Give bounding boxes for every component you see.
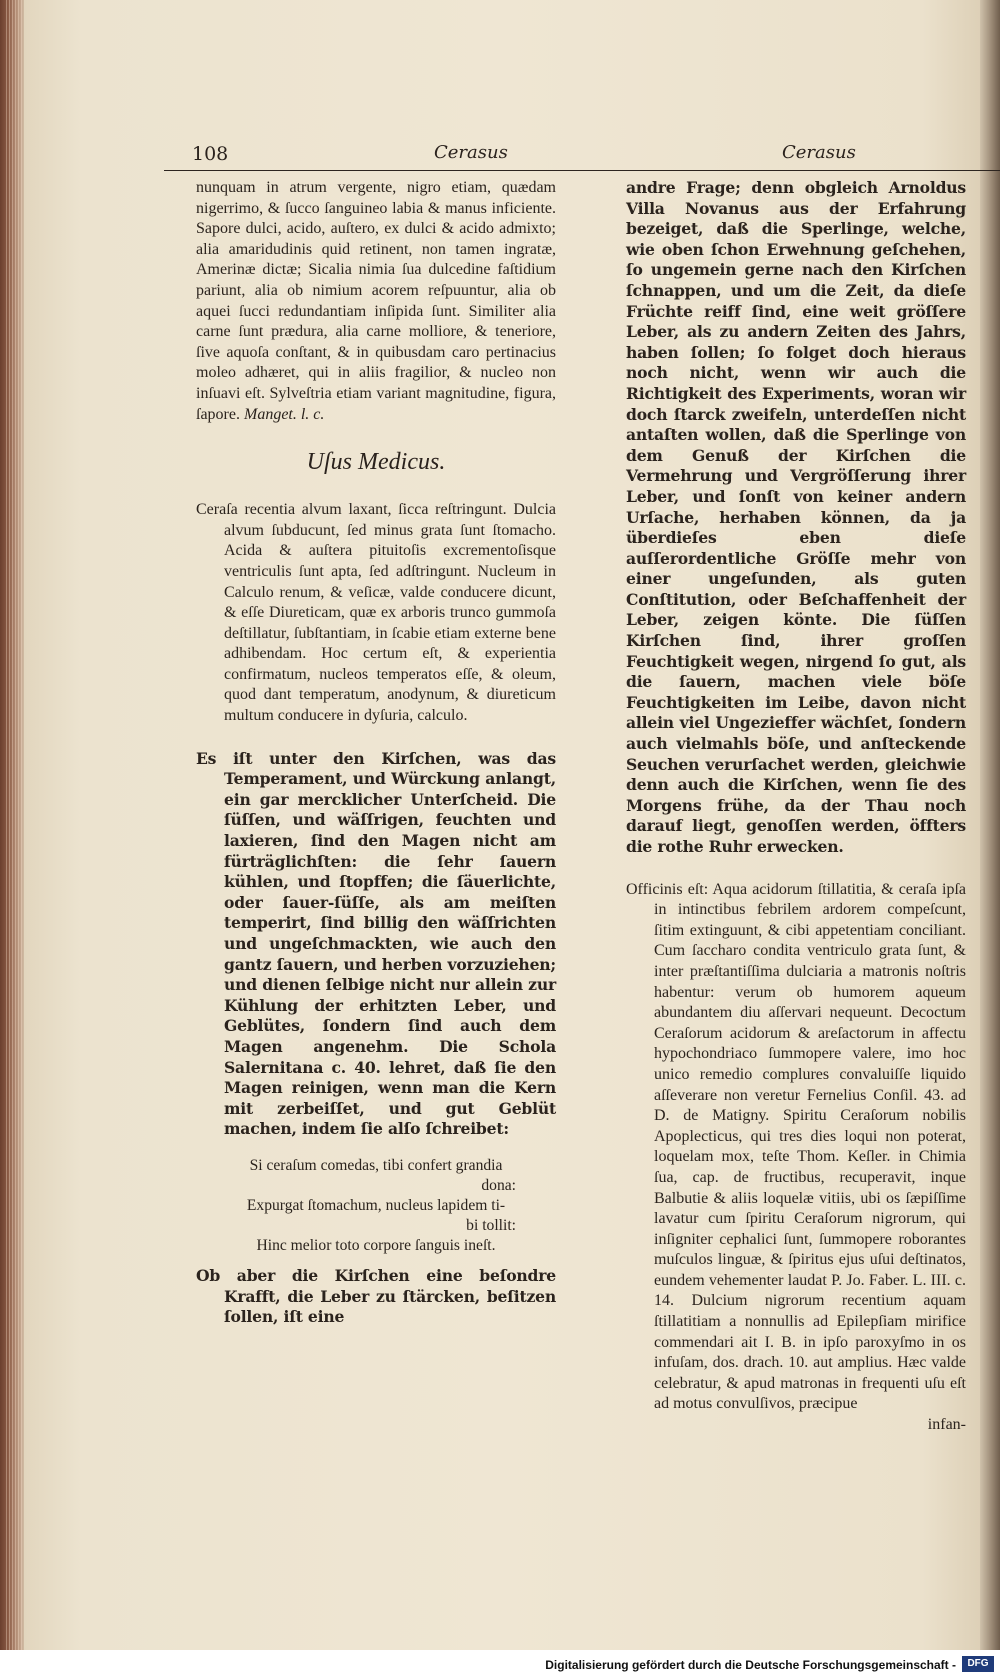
right-paragraph-2: Officinis eſt: Aqua acidorum ſtillatitia, & ceraſa ipſa in intinctibus febrilem ardorem compeſcunt, ſitim extinguunt, & cibi appetentiam conciliant. Cum ſaccharo condita ventriculo grata ſunt, & inter præſtantiſſima dulciaria a matronis noſtris habentur: verum ob humorem aqueum abundantem diu aſſervari nequeunt. Decoctum Ceraſorum acidorum & areſactorum in affectu hypochondriaco ſummopere valere, imo hoc unico remedio complures convaluiſſe liquido aſſeverare non veretur Fernelius Conſil. 43. ad D. de Matigny. Spiritu Ceraſorum nobilis Apoplecticus, qui tres dies loqui non poterat, loquelam mox, teſte Thom. Keſler. in Chimia ſua, cap. de fructibus, recuperavit, inque Balbutie & aliis loquelæ vitiis, ubi os ſæpiſſime lavatur cum ſpiritu Ceraſorum nigrorum, qui inſigniter cephalici ſunt, ſummopere roborantes muſculos linguæ, & ſpiritus ejus uſui deſtinatos, eundem vehementer laudat P. Jo. Faber. L. III. c. 14. Dulcium nigrorum recentium aquam ſtillatitiam a nonnullis ad Epilepſiam mirifice commendari ait I. B. in ipſo paroxyſmo in os infuſam, dos. drach. 10. aut amplius. Hæc valde celebratur, & apud matronas in frequenti uſu eſt ad motus convulſivos, præcipue <box>626 880 966 1413</box>
running-head-right: Cerasus <box>782 142 856 163</box>
section-title: Uſus Medicus. <box>306 449 446 476</box>
right-paragraph-1: andre Frage; denn obgleich Arnoldus Villa Novanus aus der Erfahrung bezeiget, daß die Sperlinge, welche, wie oben ſchon Erwehnung geſchehen, ſo ungemein gerne nach den Kirſchen ſchnappen, und um die Zeit, da dieſe Früchte reiff ſind, eine weit gröſſere Leber, als zu andern Zeiten des Jahrs, haben ſollen; ſo folget doch hieraus noch nicht, wenn wir auch die Richtigkeit des Experiments, woran wir doch ſtarck zweifeln, unterdeſſen nicht antaſten wollen, daß die Sperlinge von dem Genuß der Kirſchen die Vermehrung und Vergröſſerung ihrer Leber, und ſonſt von keiner andern Urſache, herhaben können, da ja überdieſes eben dieſe auſſerordentliche Gröſſe mehr von einer ungeſunden, als guten Conſtitution, oder Beſchaffenheit der Leber, zeigen könte. Die ſüſſen Kirſchen ſind, ihrer groſſen Feuchtigkeit wegen, nirgend ſo gut, als die ſauern, machen viele böſe Feuchtigkeiten im Leibe, davon nicht allein viel Ungezieffer wächſet, ſondern auch vielmahls böſe, und anſteckende Seuchen verurſachet werden, gleichwie denn auch die Kirſchen, wenn ſie des Morgens frühe, da der Thau noch darauf liegt, genoſſen werden, öffters die rothe Ruhr erwecken. <box>626 178 966 856</box>
verse-line-3: Hinc melior toto corpore ſanguis ineſt. <box>256 1236 496 1254</box>
running-head-left: Cerasus <box>434 142 508 163</box>
footer-bar <box>0 1650 1000 1680</box>
left-paragraph-2: Ceraſa recentia alvum laxant, ſicca reſtringunt. Dulcia alvum ſubducunt, ſed minus grata ſunt ſtomacho. Acida & auſtera pituitoſis excrementoſisque ventriculis ſunt apta, ſed adſtringunt. Nucleum in Calculo renum, & veſicæ, valde conducere dicunt, & eſſe Diureticam, quæ ex arboris trunco gummoſa deſtillatur, ſubſtantiam, in ſcabie etiam externe bene adhibendam. Hoc certum eſt, & experientia confirmatum, nucleos temperatos eſſe, & oleum, quod dant temperatum, anodynum, & diureticum multum conducere in dyſuria, calculo. <box>196 501 556 725</box>
footer-credit: Digitalisierung gefördert durch die Deutsche Forschungsgemeinschaft - <box>545 1658 956 1672</box>
right-column <box>626 178 966 1436</box>
left-paragraph-3: Es iſt unter den Kirſchen, was das Temperament, und Würckung anlangt, ein gar mercklicher Unterſcheid. Die ſüſſen, und wäſſrigen, feuchten und laxieren, ſind den Magen nicht am fürträglichſten: die ſehr ſauern kühlen, und ſtopffen; die ſäuerlichte, oder ſauer-ſüſſe, als am meiſten temperirt, ſind billig den wäſſrichten und ungeſchmackten, wie auch den gantz ſauern, und herben vorzuziehen; und dienen ſelbige nicht nur allein zur Kühlung der erhitzten Leber, und Geblütes, ſondern ſind auch dem Magen angenehm. Die Schola Salernitana c. 40. lehret, daß ſie den Magen reinigen, wenn man die Kern mit zerbeiſſet, und gut Geblüt machen, indem ſie alſo ſchreibet: <box>196 748 556 1139</box>
latin-verse <box>196 1156 556 1256</box>
page-header <box>164 130 1000 171</box>
page-edge-lines <box>6 0 24 1650</box>
page-number: 108 <box>192 143 229 165</box>
left-paragraph-1-text: nunquam in atrum vergente, nigro etiam, quædam nigerrimo, & ſucco ſanguineo labia & manus inficiente. Sapore dulci, acido, auſtero, ex dulci & acido admixto; alia amaridudinis quid retinent, non tamen ingratæ, Amerinæ dictæ; Sicalia nimia ſua dulcedine faſtidium pariunt, alia ob nimium acorem reſpuuntur, alia ob aquei ſucci redundantiam inſipida ſunt. Similiter alia carne ſunt prædura, alia carne molliore, & teneriore, ſive aquoſa conſtant, & in quibusdam caro pertinacius moleo adhæret, qui in aliis fragilior, & nucleo non inſuavi eſt. Sylveſtria etiam variant magnitudine, figura, ſapore. <box>196 179 556 423</box>
verse-line-2: Expurgat ſtomachum, nucleus lapidem ti- <box>246 1196 506 1214</box>
dfg-logo: DFG <box>962 1656 994 1672</box>
left-paragraph-4: Ob aber die Kirſchen eine beſondre Krafft, die Leber zu ſtärcken, beſitzen ſollen, iſt eine <box>196 1265 556 1327</box>
verse-line-1b: dona: <box>481 1176 516 1194</box>
verse-line-1: Si ceraſum comedas, tibi confert grandia <box>249 1156 503 1174</box>
catchword: infan- <box>927 1416 966 1434</box>
left-column <box>196 178 556 1328</box>
left-paragraph-1-reference: Manget. l. c. <box>243 405 325 423</box>
left-paragraph-1 <box>196 178 556 425</box>
verse-line-2b: bi tollit: <box>466 1216 516 1234</box>
book-edge-right <box>978 0 1000 1650</box>
